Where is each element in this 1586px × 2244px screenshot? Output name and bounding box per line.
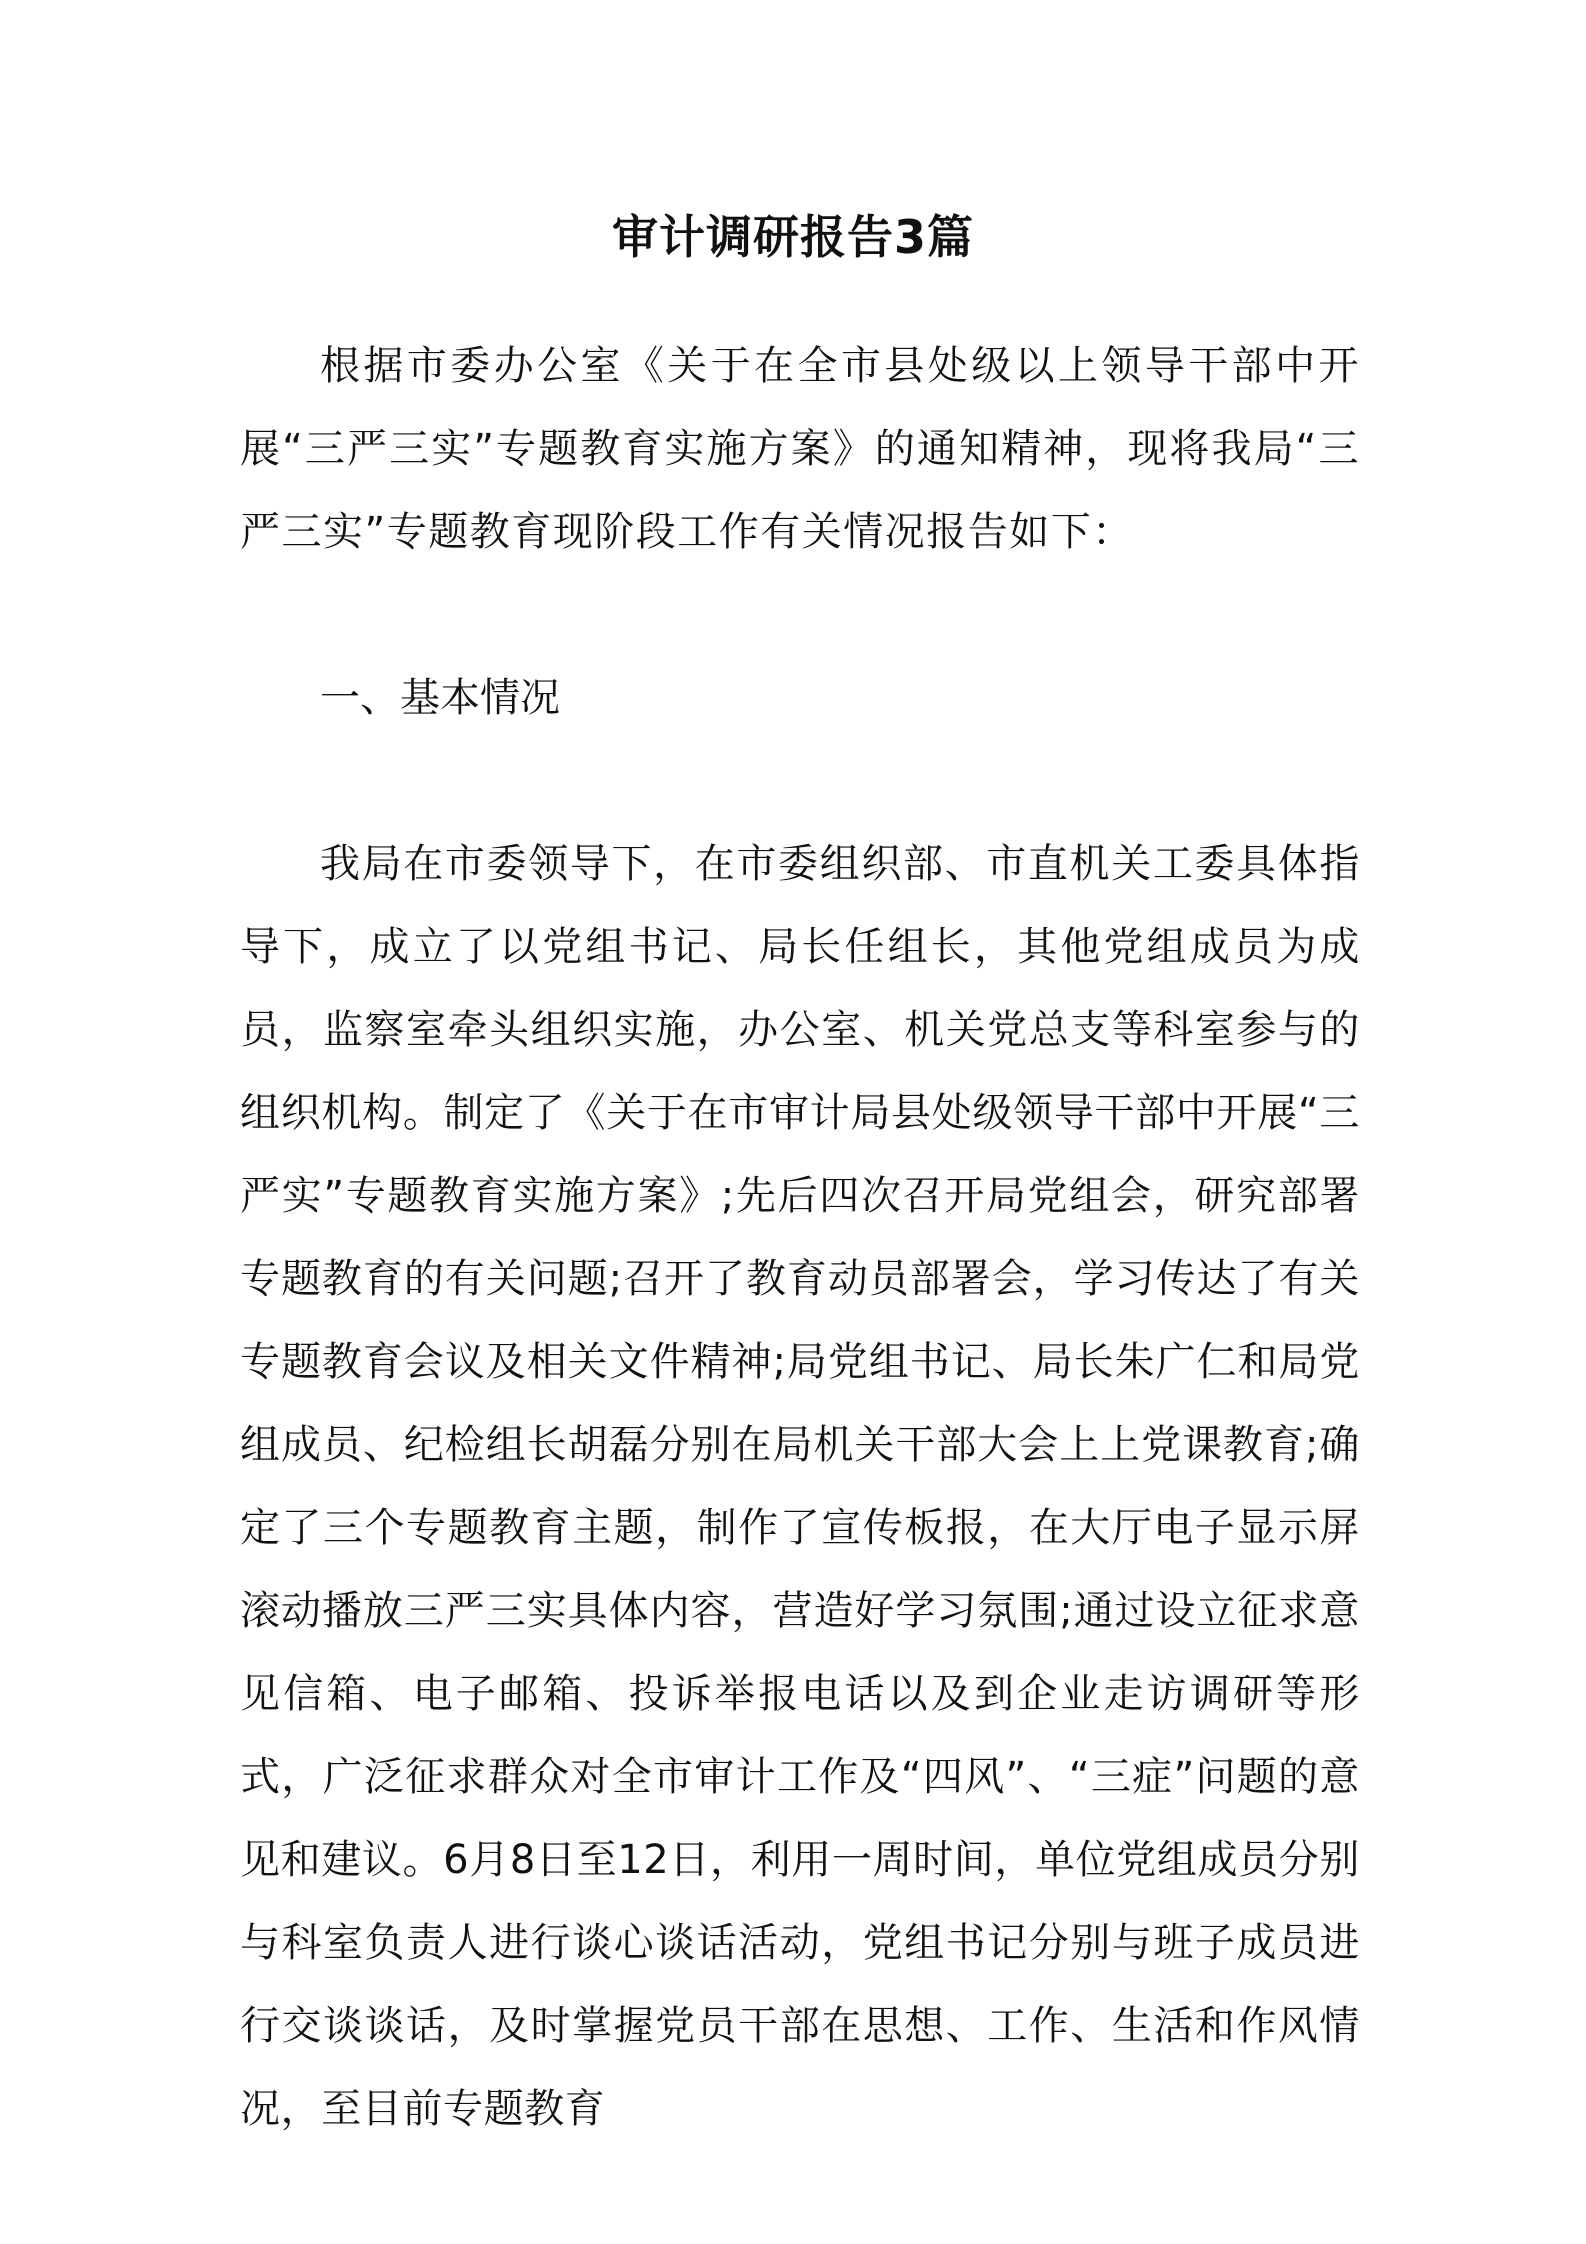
body-paragraph: 我局在市委领导下，在市委组织部、市直机关工委具体指导下，成立了以党组书记、局长任组长，其他党组成员为成员，监察室牵头组织实施，办公室、机关党总支等科室参与的组织机构。制定了《关于在市审计局县处级领导干部中开展“三严实”专题教育实施方案》;先后四次召开局党组会，研究部署专题教育的有关问题;召开了教育动员部署会，学习传达了有关专题教育会议及相关文件精神;局党组书记、局长朱广仁和局党组成员、纪检组长胡磊分别在局机关干部大会上上党课教育;确定了三个专题教育主题，制作了宣传板报，在大厅电子显示屏滚动播放三严三实具体内容，营造好学习氛围;通过设立征求意见信箱、电子邮箱、投诉举报电话以及到企业走访调研等形式，广泛征求群众对全市审计工作及“四风”、“三症”问题的意见和建议。6月8日至12日，利用一周时间，单位党组成员分别与科室负责人进行谈心谈话活动，党组书记分别与班子成员进行交谈谈话，及时掌握党员干部在思想、工作、生活和作风情况，至目前专题教育 — [240, 841, 1360, 2132]
intro-paragraph: 根据市委办公室《关于在全市县处级以上领导干部中开展“三严三实”专题教育实施方案》的通知精神，现将我局“三严三实”专题教育现阶段工作有关情况报告如下： — [240, 343, 1360, 555]
document-title: 审计调研报告3篇 — [611, 210, 974, 264]
document-body — [240, 325, 1360, 2151]
section-heading: 一、基本情况 — [320, 675, 560, 721]
